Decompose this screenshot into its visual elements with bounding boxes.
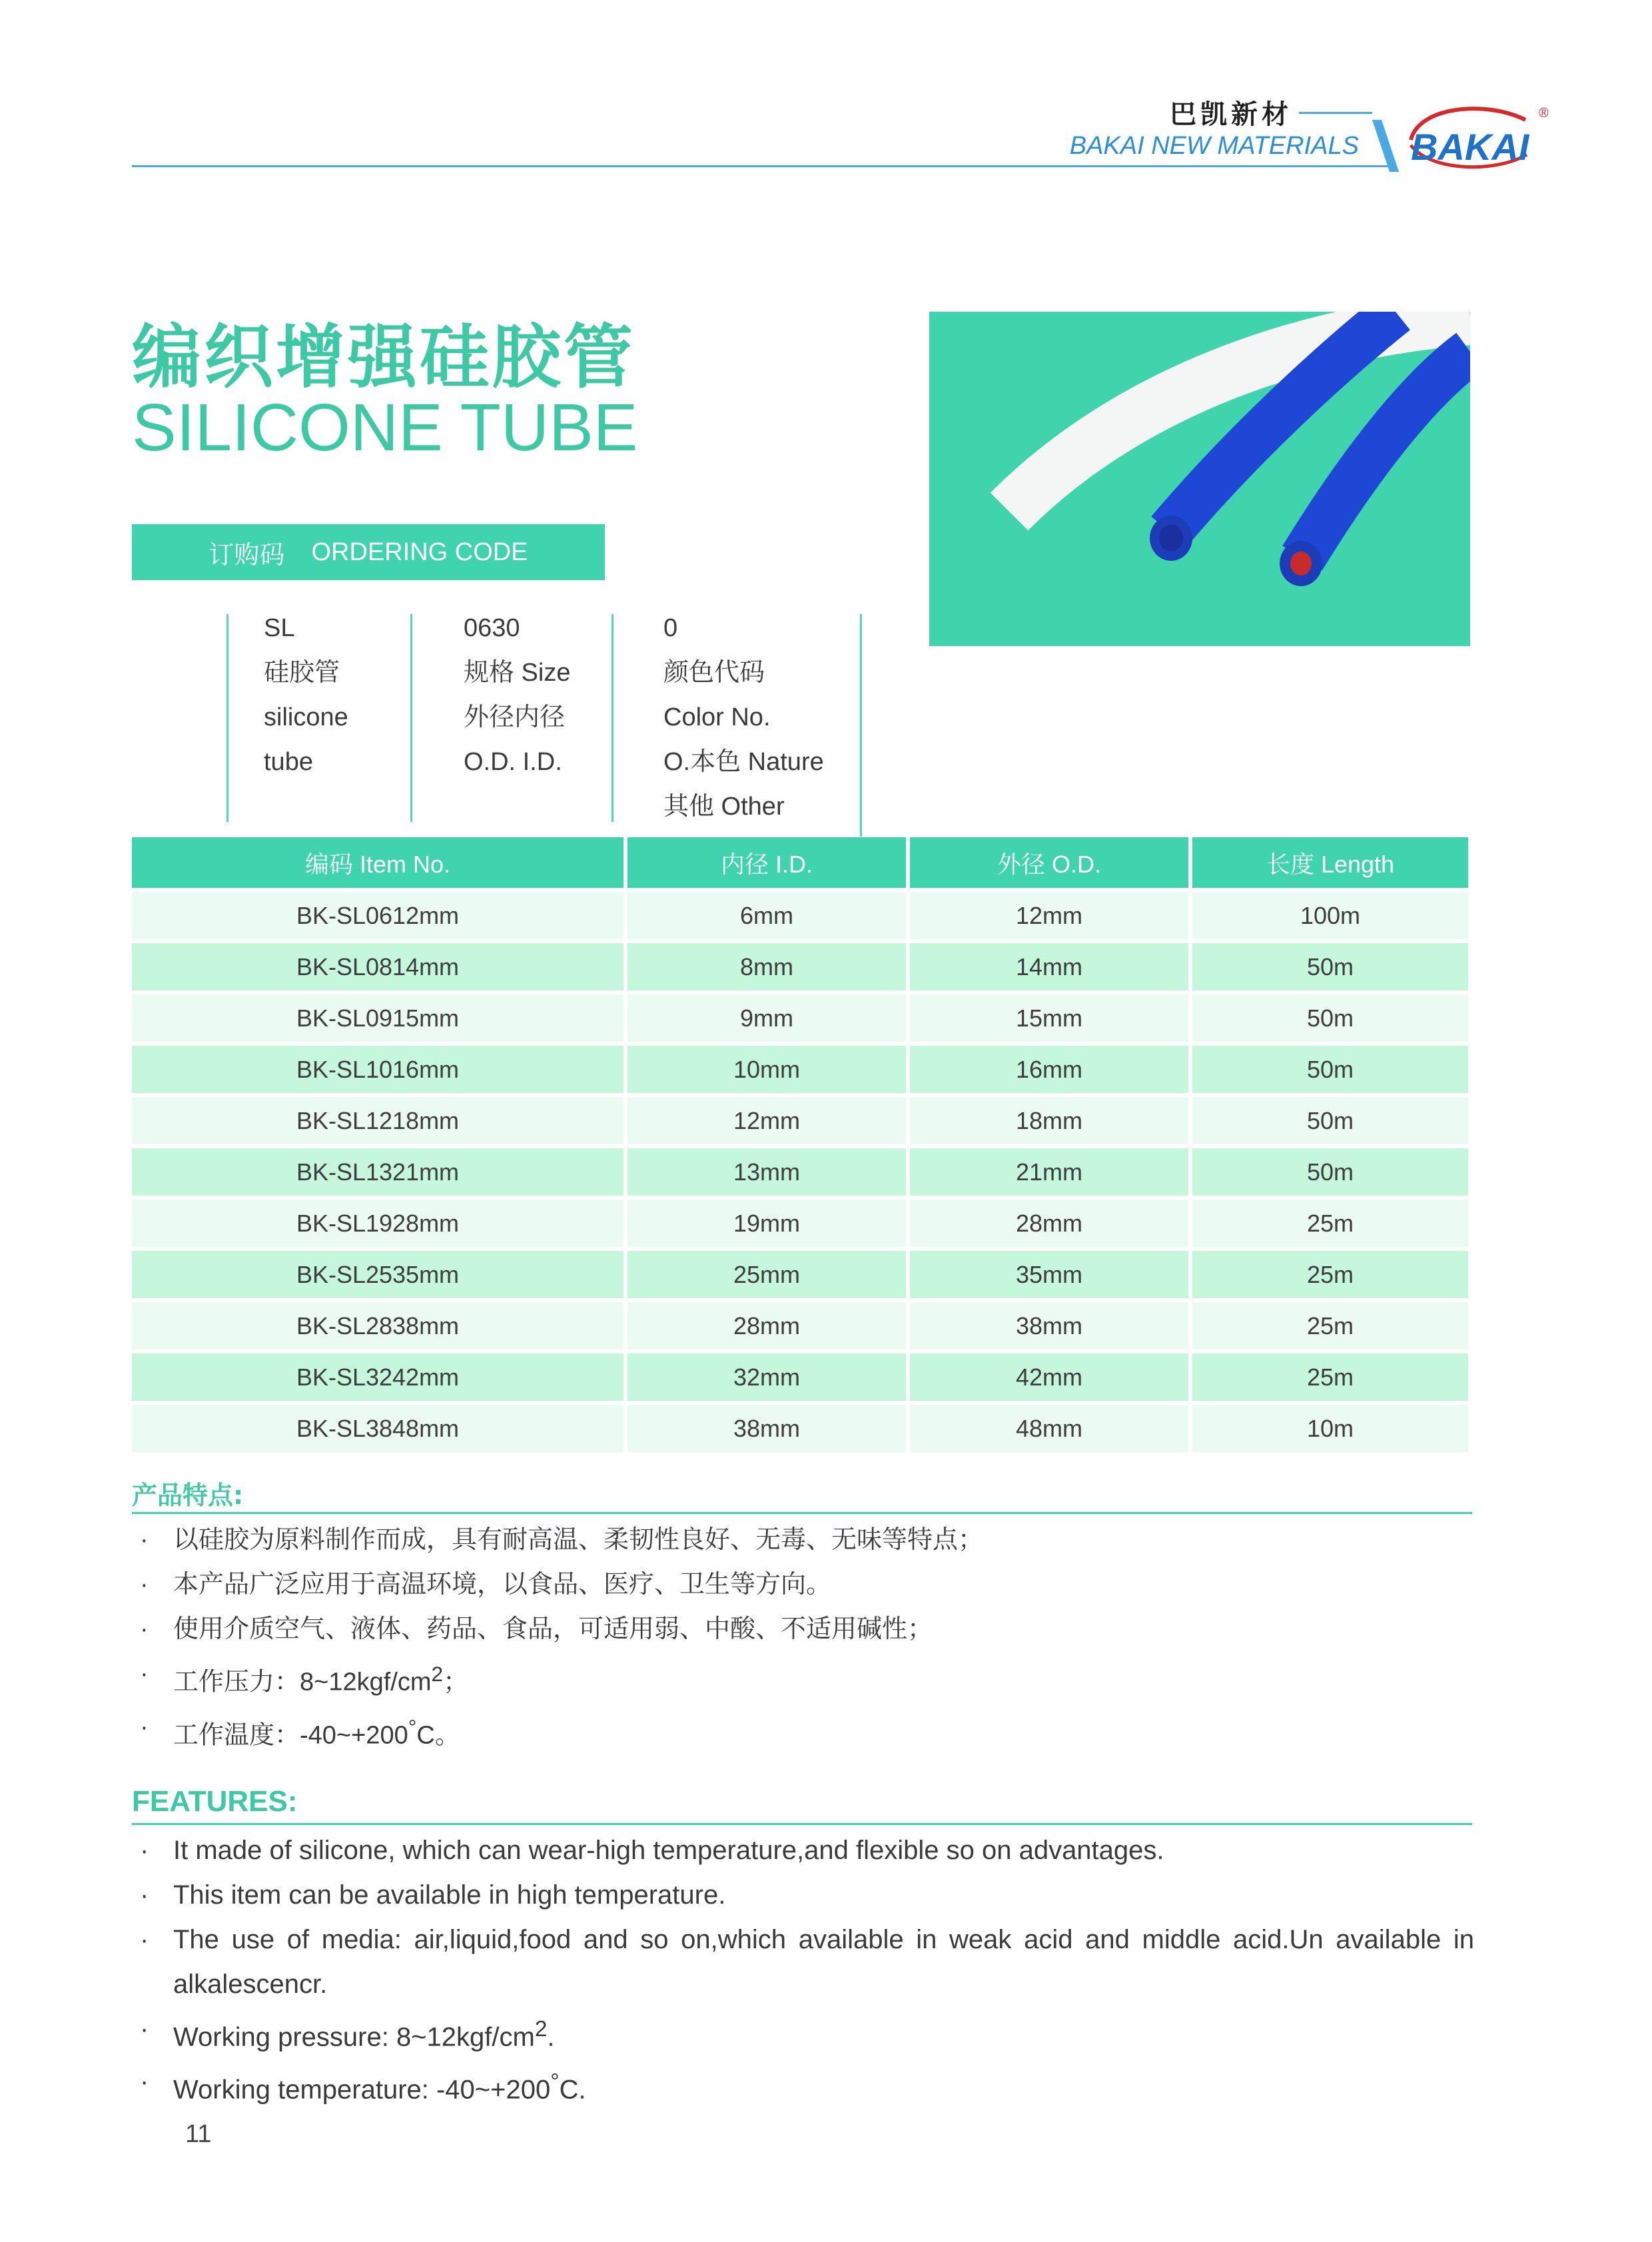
table-cell: 50m <box>1192 1148 1468 1196</box>
table-row <box>132 1148 1472 1196</box>
table-cell: 8mm <box>627 943 906 990</box>
table-cell: 32mm <box>627 1353 906 1401</box>
list-item <box>132 1607 1474 1652</box>
features-title-cn: 产品特点: <box>132 1481 244 1510</box>
list-item-text: 以硅胶为原料制作而成，具有耐高温、柔韧性良好、无毒、无味等特点； <box>173 1526 984 1554</box>
list-item-text: The use of media: air,liquid,food and so on,which available in weak acid and middle acid.Un available in alkalescencr. <box>173 1925 1474 1999</box>
table-cell: BK-SL3242mm <box>132 1353 623 1401</box>
table-cell: 50m <box>1192 1097 1468 1144</box>
code-label: Color No. <box>663 703 771 731</box>
bullet-dot: · <box>140 1571 149 1599</box>
table-cell: 9mm <box>627 994 906 1042</box>
table-cell: 25m <box>1192 1353 1468 1401</box>
table-row <box>132 1251 1472 1298</box>
list-item-text: Working pressure: 8~12kgf/cm <box>173 2022 535 2052</box>
list-item-text: 工作压力：8~12kgf/cm <box>173 1668 432 1696</box>
code-label: 颜色代码 <box>663 659 765 687</box>
section-divider <box>132 1512 1472 1514</box>
table-cell: BK-SL1928mm <box>132 1200 623 1247</box>
table-cell: BK-SL0612mm <box>132 892 623 939</box>
list-item <box>132 1918 1474 2007</box>
table-row <box>132 1097 1472 1144</box>
code-label: 其他 Other <box>663 793 785 821</box>
table-cell: 19mm <box>627 1200 906 1247</box>
table-cell: BK-SL2838mm <box>132 1302 623 1349</box>
code-label: tube <box>264 748 313 776</box>
bullet-dot: · <box>140 1712 149 1741</box>
table-cell: 12mm <box>627 1097 906 1144</box>
table-cell: 21mm <box>910 1148 1188 1196</box>
superscript: ° <box>550 2069 560 2095</box>
table-cell: BK-SL0915mm <box>132 994 623 1042</box>
page-title-cn: 编织增强硅胶管 <box>132 316 636 398</box>
ordering-code-cn: 订购码 <box>208 541 285 569</box>
code-label: silicone <box>264 703 348 731</box>
header-divider <box>132 165 1391 167</box>
table-cell: BK-SL1016mm <box>132 1046 623 1093</box>
table-cell: 25m <box>1192 1251 1468 1298</box>
list-item <box>132 2059 1474 2112</box>
section-divider <box>132 1823 1472 1825</box>
ordering-code-bar <box>132 524 605 580</box>
code-label: 外径内径 <box>464 703 566 731</box>
bullet-dot: · <box>140 1836 149 1865</box>
features-title-en: FEATURES: <box>132 1785 298 1818</box>
table-cell: 35mm <box>910 1251 1188 1298</box>
table-cell: 38mm <box>910 1302 1188 1349</box>
column-header: 内径 I.D. <box>627 837 906 888</box>
bullet-dot: · <box>140 1526 149 1554</box>
page-title-en: SILICONE TUBE <box>132 390 638 465</box>
table-cell: 28mm <box>910 1200 1188 1247</box>
list-item <box>132 1652 1474 1705</box>
table-cell: 6mm <box>627 892 906 939</box>
list-item <box>132 1705 1474 1758</box>
registered-mark: ® <box>1539 106 1549 121</box>
brand-name-cn: 巴凯新材 <box>1170 99 1292 130</box>
list-item-text: C. <box>559 2075 586 2105</box>
table-cell: 12mm <box>910 892 1188 939</box>
code-separator <box>226 614 228 822</box>
list-item <box>132 1563 1474 1607</box>
table-cell: 10m <box>1192 1405 1468 1452</box>
table-cell: 28mm <box>627 1302 906 1349</box>
superscript: ° <box>408 1714 417 1739</box>
table-cell: 48mm <box>910 1405 1188 1452</box>
list-item <box>132 1518 1474 1563</box>
bullet-dot: · <box>140 2014 149 2044</box>
list-item-text: It made of silicone, which can wear-high temperature,and flexible so on advantages. <box>173 1836 1164 1865</box>
code-value: SL <box>264 614 295 642</box>
table-row <box>132 1046 1472 1093</box>
list-item-text: 本产品广泛应用于高温环境，以食品、医疗、卫生等方向。 <box>173 1571 832 1599</box>
list-item-text: 工作温度：-40~+200 <box>173 1721 408 1750</box>
bullet-dot: · <box>140 1880 149 1910</box>
code-label: 硅胶管 <box>264 659 340 687</box>
column-header: 外径 O.D. <box>910 837 1188 888</box>
list-item-text: C。 <box>416 1721 460 1750</box>
code-value: 0630 <box>464 614 520 642</box>
table-cell: 50m <box>1192 994 1468 1042</box>
bullet-dot: · <box>140 1615 149 1643</box>
table-row <box>132 892 1472 939</box>
table-row <box>132 1302 1472 1349</box>
table-cell: 18mm <box>910 1097 1188 1144</box>
table-cell: BK-SL1218mm <box>132 1097 623 1144</box>
table-row <box>132 1405 1472 1452</box>
code-label: O.本色 Nature <box>663 748 824 776</box>
column-header: 编码 Item No. <box>132 837 623 888</box>
ordering-code-en: ORDERING CODE <box>311 538 528 566</box>
code-value: 0 <box>663 614 678 642</box>
table-row <box>132 994 1472 1042</box>
list-item <box>132 1828 1474 1873</box>
table-row <box>132 1353 1472 1401</box>
table-cell: BK-SL0814mm <box>132 943 623 990</box>
list-item <box>132 1873 1474 1918</box>
code-separator <box>612 614 614 822</box>
table-cell: 25m <box>1192 1302 1468 1349</box>
logo-text: BAKAI <box>1411 126 1529 168</box>
list-item-text: . <box>547 2022 555 2052</box>
list-item-text: 使用介质空气、液体、药品、食品，可适用弱、中酸、不适用碱性； <box>173 1615 933 1643</box>
table-cell: 38mm <box>627 1405 906 1452</box>
code-separator <box>410 614 412 822</box>
table-cell: 13mm <box>627 1148 906 1196</box>
features-list-en <box>132 1828 1474 2113</box>
table-row <box>132 943 1472 990</box>
bakai-swoosh-logo <box>1372 93 1559 180</box>
column-header: 长度 Length <box>1192 837 1468 888</box>
table-cell: 42mm <box>910 1353 1188 1401</box>
code-label: O.D. I.D. <box>464 748 562 776</box>
table-cell: 25mm <box>627 1251 906 1298</box>
bullet-dot: · <box>140 1925 149 1954</box>
list-item-text: Working temperature: -40~+200 <box>173 2075 551 2105</box>
superscript: 2 <box>431 1662 444 1686</box>
bullet-dot: · <box>140 1660 149 1688</box>
table-row <box>132 1200 1472 1247</box>
brand-name-en: BAKAI NEW MATERIALS <box>1069 132 1359 160</box>
table-cell: 16mm <box>910 1046 1188 1093</box>
table-cell: BK-SL1321mm <box>132 1148 623 1196</box>
features-list-cn <box>132 1518 1474 1758</box>
table-cell: BK-SL3848mm <box>132 1405 623 1452</box>
table-cell: 50m <box>1192 1046 1468 1093</box>
spec-table <box>132 837 1472 1456</box>
list-item <box>132 2007 1474 2059</box>
table-cell: 14mm <box>910 943 1188 990</box>
code-label: 规格 Size <box>464 659 571 687</box>
table-cell: 10mm <box>627 1046 906 1093</box>
code-column-type <box>264 606 348 785</box>
table-cell: BK-SL2535mm <box>132 1251 623 1298</box>
superscript: 2 <box>534 2017 548 2042</box>
table-cell: 15mm <box>910 994 1188 1042</box>
code-separator <box>860 614 862 837</box>
code-column-color <box>663 606 824 829</box>
table-header-row <box>132 837 1472 888</box>
table-cell: 25m <box>1192 1200 1468 1247</box>
bullet-dot: · <box>140 2067 149 2097</box>
page-number: 11 <box>185 2120 212 2148</box>
header-accent-line <box>1299 112 1372 114</box>
list-item-text: ； <box>443 1668 469 1696</box>
list-item-text: This item can be available in high temperature. <box>173 1880 726 1910</box>
code-column-size <box>464 606 570 785</box>
table-cell: 100m <box>1192 892 1468 939</box>
table-cell: 50m <box>1192 943 1468 990</box>
silicone-tube-photo <box>929 312 1470 646</box>
